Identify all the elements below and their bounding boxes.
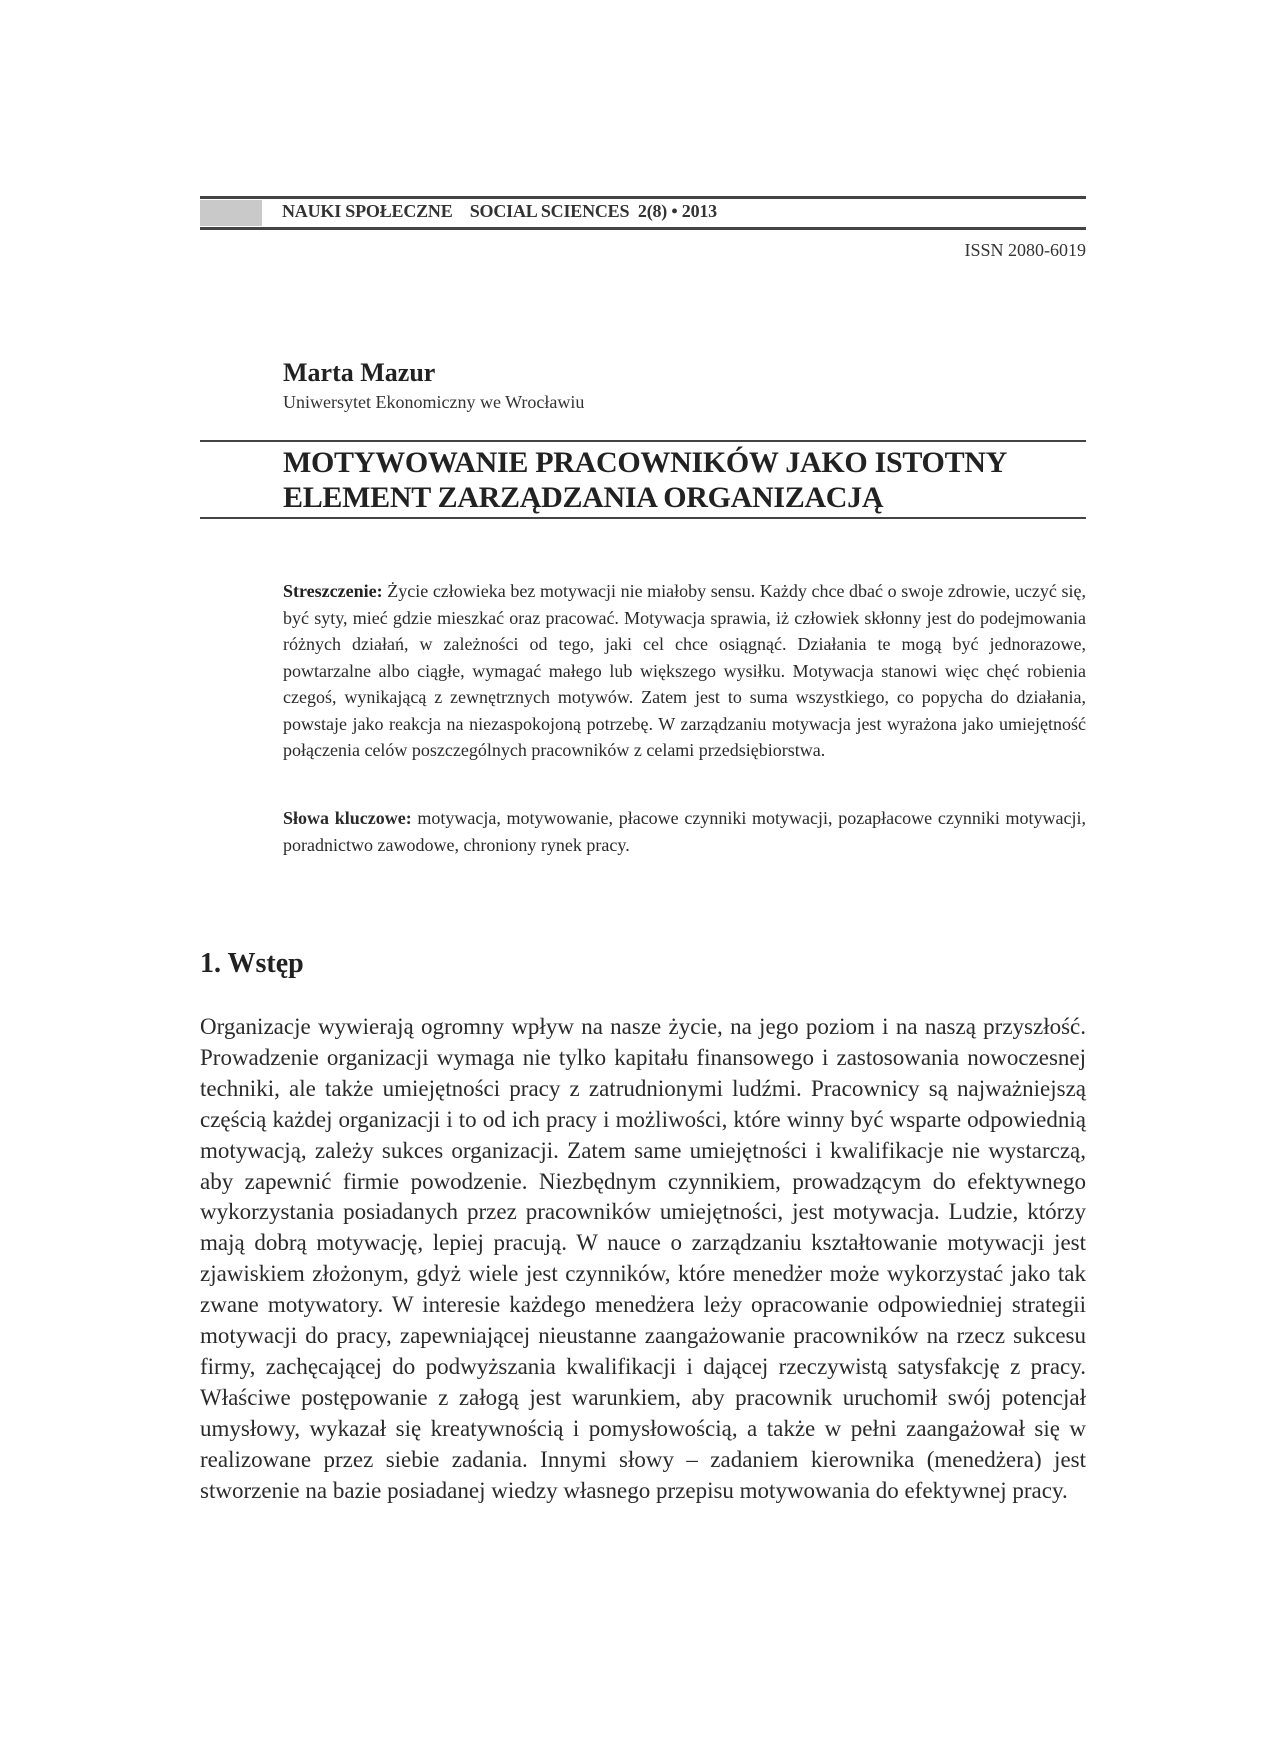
title-bottom-rule — [200, 517, 1086, 519]
paper-title — [283, 445, 1083, 515]
title-line-2: ELEMENT ZARZĄDZANIA ORGANIZACJĄ — [283, 481, 884, 514]
journal-header-marker — [200, 200, 262, 226]
keywords — [283, 805, 1086, 858]
section-heading: 1. Wstęp — [200, 948, 304, 979]
keywords-label: Słowa kluczowe: — [283, 808, 412, 828]
title-line-1: MOTYWOWANIE PRACOWNIKÓW JAKO ISTOTNY — [283, 446, 1008, 479]
issn: ISSN 2080-6019 — [964, 240, 1086, 260]
keywords-text: motywacja, motywowanie, płacowe czynniki motywacji, pozapłacowe czynniki motywacji, poradnictwo zawodowe, chroniony rynek pracy. — [283, 808, 1086, 855]
author-affiliation: Uniwersytet Ekonomiczny we Wrocławiu — [283, 392, 585, 412]
abstract-label: Streszczenie: — [283, 581, 383, 601]
journal-header: NAUKI SPOŁECZNE SOCIAL SCIENCES 2(8) • 2013 — [282, 201, 717, 221]
abstract-text: Życie człowieka bez motywacji nie miałoby sensu. Każdy chce dbać o swoje zdrowie, uczyć się, być syty, mieć gdzie mieszkać oraz pracować. Motywacja sprawia, iż człowiek skłonny jest do podejmowania różnych działań, w zależności od tego, jaki cel chce osiągnąć. Działania te mogą być jednorazowe, powtarzalne albo ciągłe, wymagać małego lub większego wysiłku. Motywacja stanowi więc chęć robienia czegoś, wynikającą z zewnętrznych motywów. Zatem jest to suma wszystkiego, co popycha do działania, powstaje jako reakcja na niezaspokojoną potrzebę. W zarządzaniu motywacja jest wyrażona jako umiejętność połączenia celów poszczególnych pracowników z celami przedsiębiorstwa. — [283, 581, 1086, 760]
abstract — [283, 578, 1086, 764]
author-name: Marta Mazur — [283, 358, 436, 387]
title-top-rule — [200, 440, 1086, 442]
section-paragraph: Organizacje wywierają ogromny wpływ na nasze życie, na jego poziom i na naszą przyszłość. Prowadzenie organizacji wymaga nie tylko kapitału finansowego i zastosowania nowoczesnej techniki, ale także umiejętności pracy z zatrudnionymi ludźmi. Pracownicy są najważniejszą częścią każdej organizacji i to od ich pracy i możliwości, które winny być wsparte odpowiednią motywacją, zależy sukces organizacji. Zatem same umiejętności i kwalifikacje nie wystarczą, aby zapewnić firmie powodzenie. Niezbędnym czynnikiem, prowadzącym do efektywnego wykorzystania posiadanych przez pracowników umiejętności, jest motywacja. Ludzie, którzy mają dobrą motywację, lepiej pracują. W nauce o zarządzaniu kształtowanie motywacji jest zjawiskiem złożonym, gdyż wiele jest czynników, które menedżer może wykorzystać jako tak zwane motywatory. W interesie każdego menedżera leży opracowanie odpowiedniej strategii motywacji do pracy, zapewniającej nieustanne zaangażowanie pracowników na rzecz sukcesu firmy, zachęcającej do podwyższania kwalifikacji i dającej rzeczywistą satysfakcję z pracy. Właściwe postępowanie z załogą jest warunkiem, aby pracownik uruchomił swój potencjał umysłowy, wykazał się kreatywnością i pomysłowością, a także w pełni zaangażował się w realizowane przez siebie zadania. Innymi słowy – zadaniem kierownika (menedżera) jest stworzenie na bazie posiadanej wiedzy własnego przepisu motywowania do efektywnej pracy. — [200, 1014, 1086, 1503]
